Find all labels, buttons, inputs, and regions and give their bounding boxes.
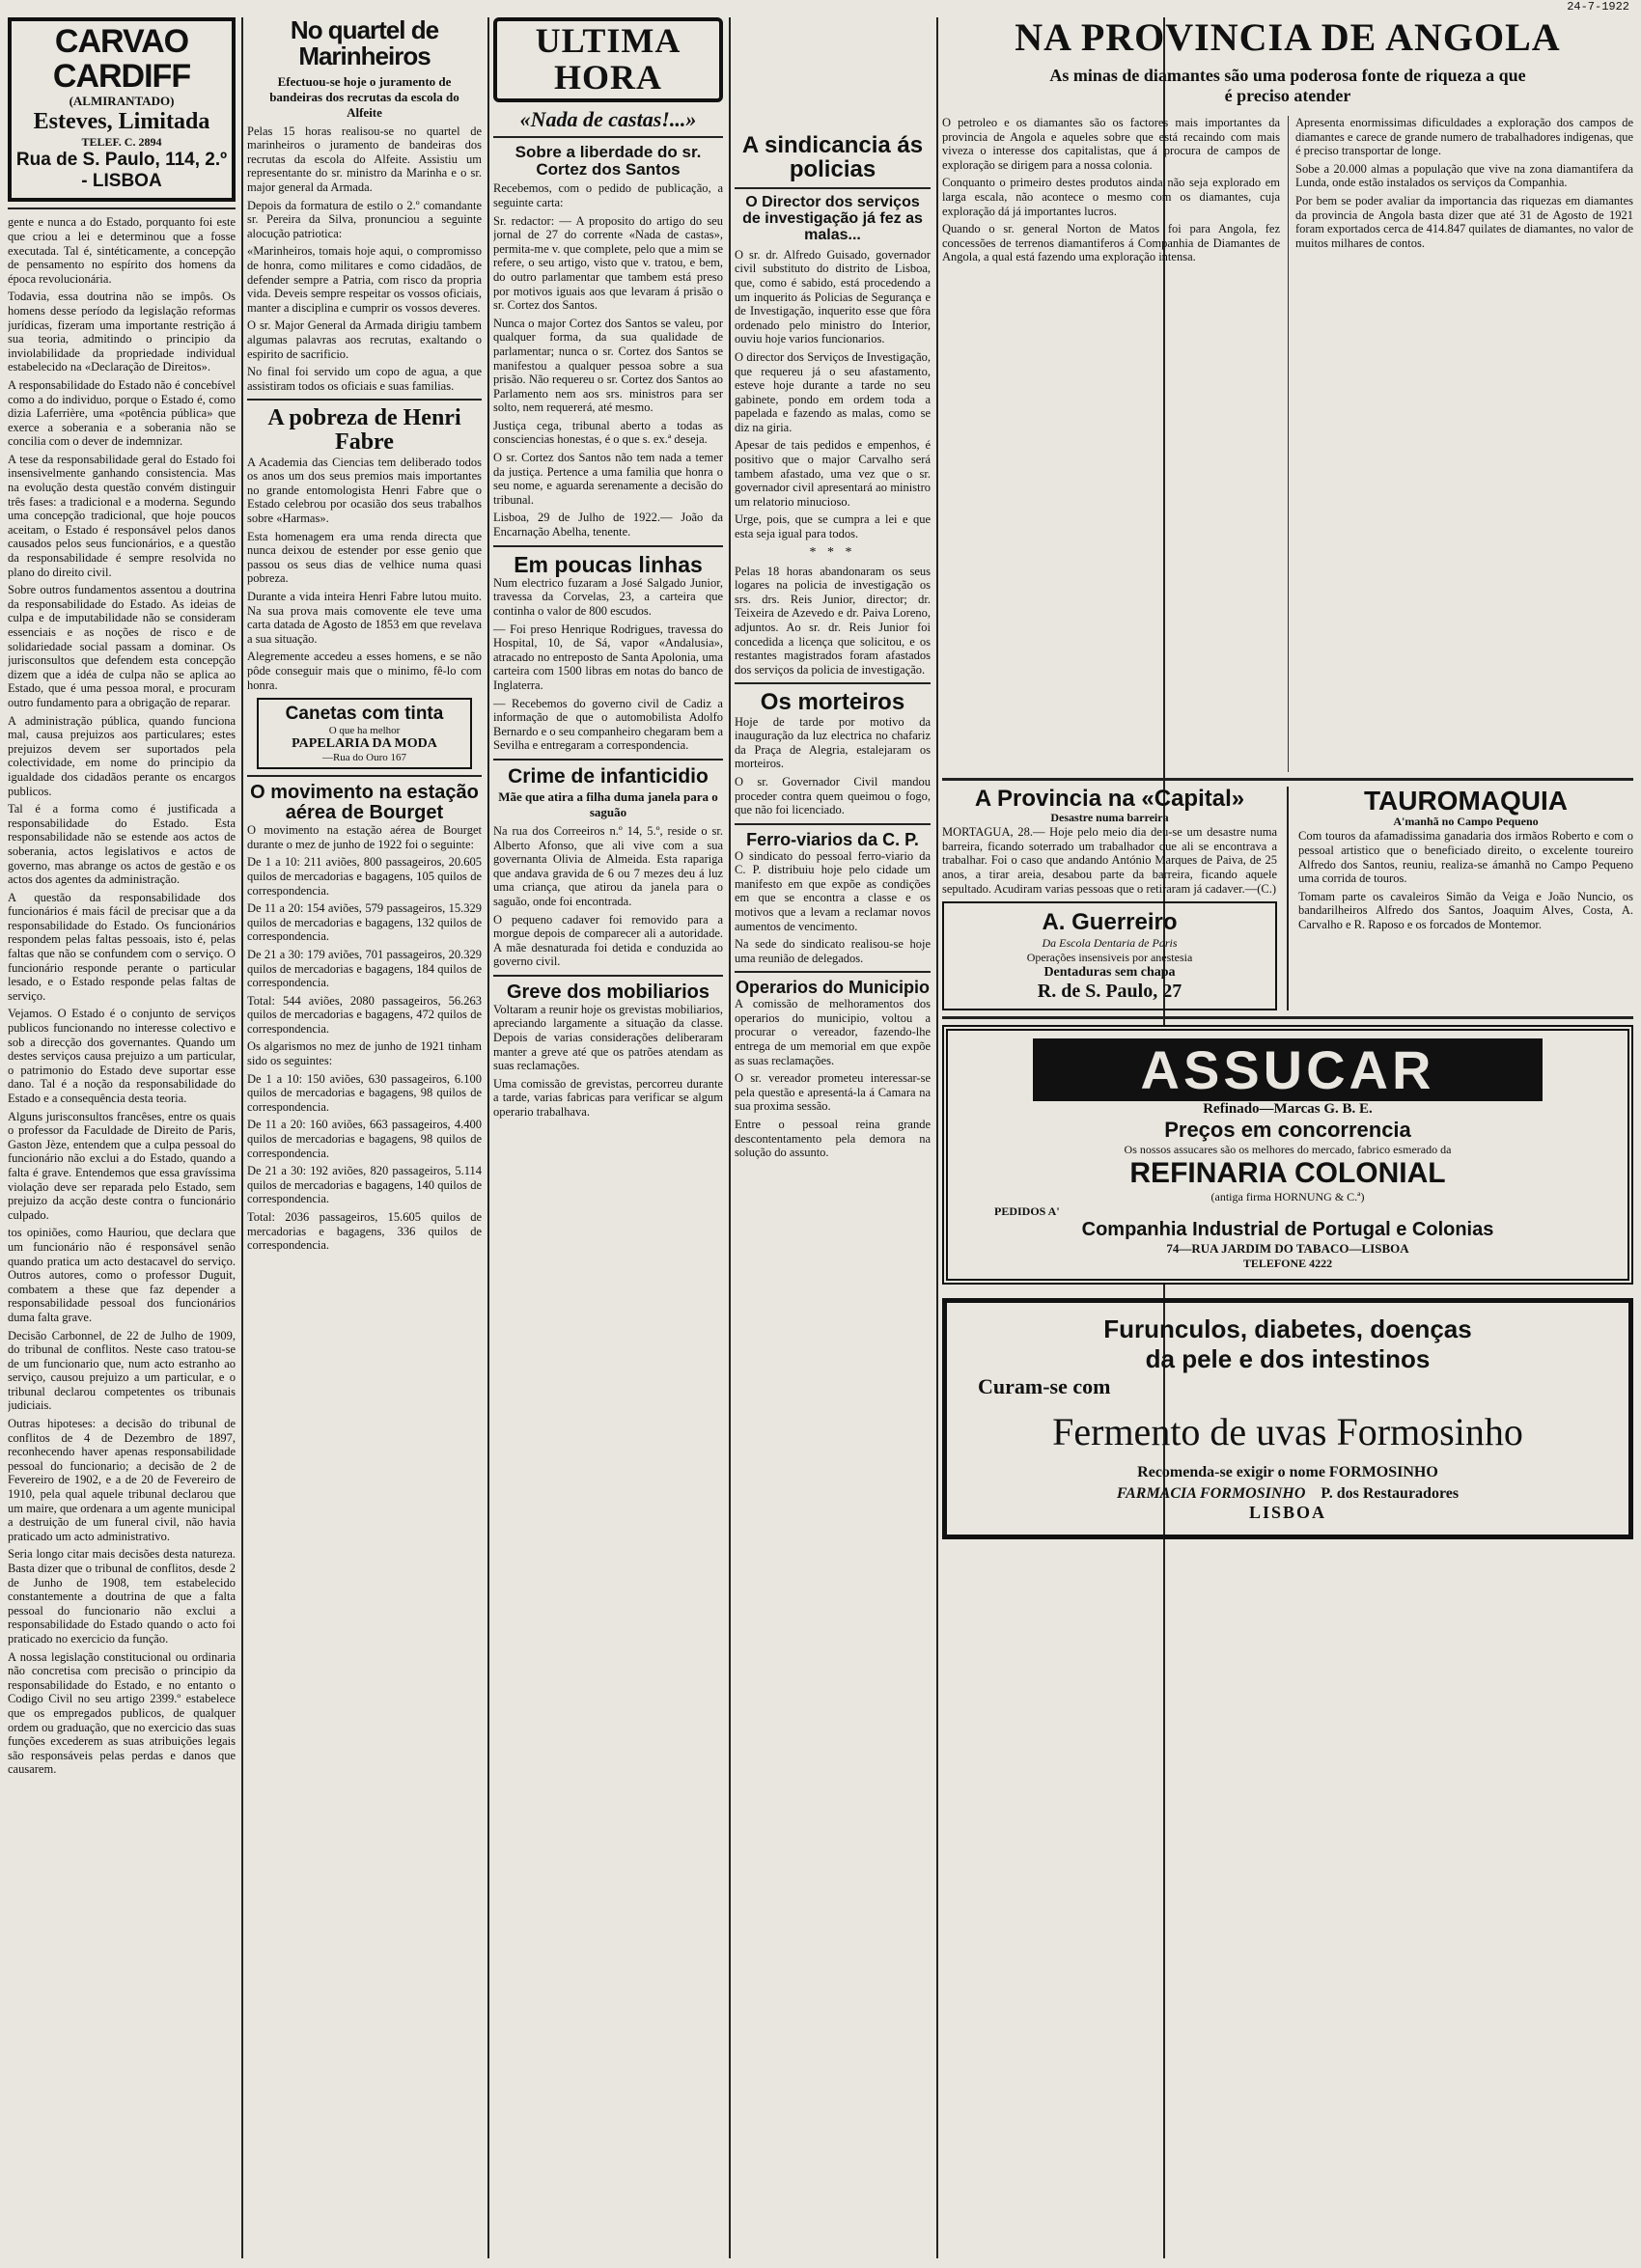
fermento-product: Fermento de uvas Formosinho	[1052, 1410, 1523, 1454]
subhead-cortez: Sobre a liberdade do sr. Cortez dos Santos	[515, 142, 702, 179]
paragraph: O sr. Cortez dos Santos não tem nada a temer da justiça. Pertence a uma familia que honra o seu nome, e aguarda serenamente a decisão do tribunal.	[493, 451, 723, 507]
pens-ad	[257, 698, 472, 769]
paragraph: Na rua dos Correeiros n.º 14, 5.º, reside o sr. Alberto Afonso, que ali vive com a sua governanta Olivia de Almeida. Esta rapariga que andava gravida de 6 ou 7 mezes deu á luz uma criança, que atirou da janela para o saguão, onde foi encontrada.	[493, 823, 723, 908]
headline-ferro-viarios: Ferro-viarios da C. P.	[746, 829, 919, 849]
paragraph: O sr. vereador prometeu interessar-se pela questão e apresentá-la á Camara na sua proxima sessão.	[735, 1071, 931, 1114]
paragraph: De 1 a 10: 150 aviões, 630 passageiros, 6.100 quilos de mercadorias e bagagens, 98 quilos de correspondencia.	[247, 1071, 482, 1114]
headline-morteiros: Os morteiros	[760, 689, 905, 716]
headline-provincia: A Provincia na «Capital»	[974, 786, 1245, 812]
sugar-ad-company: Companhia Industrial de Portugal e Colonias	[1081, 1219, 1494, 1241]
provincia-section	[942, 787, 1277, 1010]
fermento-line1: Furunculos, diabetes, doenças	[1103, 1314, 1472, 1344]
dentist-text: Operações insensiveis por anestesia	[1026, 951, 1193, 965]
paragraph: Tomam parte os cavaleiros Simão da Veiga e João Nuncio, os bandarilheiros Alfredo dos Santos, Joaquim Alves, Costa, A. Carvalho e R. Raposo e os forcados de Montemor.	[1298, 889, 1633, 931]
paragraph: Total: 544 aviões, 2080 passageiros, 56.263 quilos de mercadorias e bagagens, 472 quilos de correspondencia.	[247, 993, 482, 1036]
paragraph: A Academia das Ciencias tem deliberado todos os anos um dos seus premios mais importantes no grande entomologista Henri Fabre que o Estado celebrou por ocasião dos seus trabalhos sobre «Harmas».	[247, 455, 482, 526]
sugar-ad-brand-sub: (antiga firma HORNUNG & C.ª)	[1210, 1190, 1365, 1204]
article-provincia	[942, 825, 1277, 896]
paragraph: «Marinheiros, tomais hoje aqui, o compromisso de honra, como militares e como cidadãos, de defender sempre a Patria, com risco da propria vida. Deveis sempre respeitar os vossos oficiais, manter a disciplina e cumprir os vossos deveres.	[247, 244, 482, 315]
article-henri-fabre	[247, 456, 482, 693]
provincia-tauromaquia-row	[942, 787, 1633, 1010]
paragraph: Apresenta enormissimas dificuldades a exploração dos campos de diamantes e carece de grande numero de trabalhadores indigenas, que é preciso transportar de longe.	[1295, 116, 1633, 158]
paragraph: Vejamos. O Estado é o conjunto de serviços publicos funcionando no interesse colectivo e sob a direcção dos governantes. Quando um destes serviços causa prejuizo a um particular, o patrimonio do Estado deve suportar esse dano. Tal é a noção da responsabilidade do Estado e a consequência desta teoria.	[8, 1007, 236, 1105]
sugar-ad-brand: REFINARIA COLONIAL	[1129, 1157, 1446, 1190]
dentist-label: Dentaduras sem chapa	[1043, 965, 1176, 981]
sugar-ad-orders: PEDIDOS A'	[994, 1204, 1060, 1219]
paragraph: Justiça cega, tribunal aberto a todas as consciencias honestas, é o que s. ex.ª deseja.	[493, 418, 723, 447]
fermento-ad	[942, 1298, 1633, 1539]
article-marinheiros	[247, 124, 482, 394]
fermento-address: P. dos Restauradores	[1321, 1485, 1460, 1503]
headline-poucas-linhas: Em poucas linhas	[514, 551, 703, 577]
article-state-responsibility	[8, 215, 236, 1777]
paragraph: De 1 a 10: 211 aviões, 800 passageiros, 20.605 quilos de mercadorias e bagagens, 105 quilos de correspondencia.	[247, 855, 482, 898]
article-investigacao	[735, 565, 931, 678]
paragraph: Uma comissão de grevistas, percorreu durante a tarde, varias fabricas para verificar se algum operario trabalhava.	[493, 1076, 723, 1120]
cardiff-coal-ad	[8, 17, 236, 202]
paragraph: Urge, pois, que se cumpra a lei e que esta seja igual para todos.	[735, 512, 931, 541]
dentist-address: R. de S. Paulo, 27	[1037, 981, 1182, 1003]
article-sindicancia	[735, 248, 931, 541]
paragraph: O sr. dr. Alfredo Guisado, governador civil substituto do distrito de Lisboa, que, como é sabido, está procedendo a um inquerito ás Policias de Segurança e de Investigação, inquerito esse que fôra ordenado pelo ministro do Interior, ouviu hoje varios funcionarios.	[735, 247, 931, 346]
paragraph: O pequeno cadaver foi removido para a morgue depois de comparecer ali a autoridade. A mãe desnaturada foi detida e conduzida ao governo civil.	[493, 912, 723, 969]
pens-ad-store: PAPELARIA DA MODA	[292, 736, 437, 752]
dentist-name: A. Guerreiro	[1042, 909, 1178, 936]
fermento-line4: Recomenda-se exigir o nome FORMOSINHO	[1137, 1464, 1438, 1481]
paragraph: Durante a vida inteira Henri Fabre lutou muito. Na sua prova mais comovente ele teve uma carta datada de Agosto de 1853 em que revelava a sua situação.	[247, 590, 482, 646]
paragraph: A questão da responsabilidade dos funcionários é mais fácil de precisar que a da responsabilidade do Estado. Os funcionários respondem pelas faltas pessoais, isto é, pelas faltas que não se confundem com o serviço. O funcionário responde perante o particular lesado, e o Estado responde pelas faltas de serviço.	[8, 890, 236, 1003]
paragraph: Quando o sr. general Norton de Matos foi para Angola, fez concessões de terrenos diamantiferos á Companhia de Diamantes de Angola, a qual está fazendo uma exploração intensa.	[942, 222, 1280, 264]
article-mobiliarios	[493, 1003, 723, 1120]
column-rule	[729, 17, 731, 2258]
masthead-title: ULTIMA HORA	[535, 21, 681, 97]
fermento-line3: Curam-se com	[978, 1374, 1111, 1399]
paragraph: Alegremente accedeu a esses homens, e se não pôde conseguir mais que o minimo, fê-lo com honra.	[247, 650, 482, 692]
sugar-ad-line1: Refinado—Marcas G. B. E.	[1203, 1101, 1373, 1118]
paragraph: De 21 a 30: 179 aviões, 701 passageiros, 20.329 quilos de mercadorias e bagagens, 184 quilos de correspondencia.	[247, 947, 482, 990]
paragraph: Pelas 15 horas realisou-se no quartel de marinheiros o juramento de bandeiras dos recrutas da escola do Alfeite. Assistiu um representante do sr. ministro da Marinha e o sr. major general da Armada.	[247, 124, 482, 194]
headline-infanticidio: Crime de infanticidio	[508, 764, 709, 788]
article-angola	[942, 116, 1633, 772]
headline-tauromaquia: TAUROMAQUIA	[1363, 786, 1568, 816]
headline-mobiliarios: Greve dos mobiliarios	[506, 981, 710, 1003]
ad-subtitle: (ALMIRANTADO)	[69, 94, 175, 109]
date-stamp: 24-7-1922	[1567, 0, 1629, 14]
tauromaquia-section	[1298, 787, 1633, 1010]
subhead-provincia: Desastre numa barreira	[1050, 811, 1169, 825]
paragraph: A administração pública, quando funciona mal, causa prejuizos aos particulares; estes prejuizos devem ser suportados pela colectividade, em nome do principio da igualdade dos cidadãos perante os encargos publicos.	[8, 713, 236, 798]
headline-sindicancia: A sindicancia ás policias	[741, 132, 924, 183]
headline-castas: «Nada de castas!...»	[519, 106, 697, 131]
fermento-line2: da pele e dos intestinos	[1145, 1344, 1431, 1374]
article-tauromaquia	[1298, 829, 1633, 931]
paragraph: O petroleo e os diamantes são os factores mais importantes da provincia de Angola e aqueles sobre que está recaindo com mais viveza o interesse dos capitalistas, que á procura de campos de exploração se dirigem para a nossa colonia.	[942, 116, 1280, 172]
paragraph: Recebemos, com o pedido de publicação, a seguinte carta:	[493, 181, 723, 209]
masthead-ultima-hora	[493, 17, 723, 102]
paragraph: Outras hipoteses: a decisão do tribunal de conflitos de 4 de Dezembro de 1897, reconhecendo haver apenas responsabilidade pessoal do funcionario; a decisão de 2 de Fevereiro de 1902, e a de 20 de Fevereiro de 1910, pela qual aquele tribunal declarou que um maire, que ordenara a um agente municipal a destruição de um funeral civil, não havia praticado um acto administrativo.	[8, 1417, 236, 1543]
paragraph: Sobe a 20.000 almas a população que vive na zona diamantifera da Lunda, onde estão instalados os serviços da Companhia.	[1295, 161, 1633, 190]
paragraph: A comissão de melhoramentos dos operarios do municipio, voltou a procurar o vereador, fazendo-lhe entrega de um memorial em que expõe as suas reclamações.	[735, 997, 931, 1067]
paragraph: De 21 a 30: 192 aviões, 820 passageiros, 5.114 quilos de mercadorias e bagagens, 140 quilos de correspondencia.	[247, 1164, 482, 1206]
paragraph: Esta homenagem era uma renda directa que nunca deixou de estender por esse genio que passou os seus dias de velhice numa quasi pobreza.	[247, 529, 482, 586]
paragraph: Decisão Carbonnel, de 22 de Julho de 1909, do tribunal de conflitos. Neste caso tratou-se de um funcionario que, num acto estranho ao serviço, causou prejuizo a um particular, e o tribunal declarou competentes os tribunais judiciais.	[8, 1328, 236, 1413]
headline-angola: NA PROVINCIA DE ANGOLA	[1015, 17, 1561, 59]
column-1	[8, 17, 236, 2256]
ad-title: CARVAO CARDIFF	[52, 23, 191, 95]
paragraph: Conquanto o primeiro destes produtos ainda não seja explorado em larga escala, não acontece o mesmo com os diamantes, cuja exploração dá já importantes lucros.	[942, 176, 1280, 218]
subhead-sindicancia: O Director dos serviços de investigação já fez as malas...	[742, 194, 923, 243]
pens-ad-title: Canetas com tinta	[285, 704, 444, 725]
paragraph: Voltaram a reunir hoje os grevistas mobiliarios, apreciando largamente a situação da classe. Depois de varias considerações deliberaram manter a greve até que os patrões atendam as suas reclamações.	[493, 1002, 723, 1073]
subhead-marinheiros: Efectuou-se hoje o juramento de bandeiras dos recrutas da escola do Alfeite	[269, 73, 459, 120]
paragraph: Lisboa, 29 de Julho de 1922.— João da Encarnação Abelha, tenente.	[493, 511, 723, 539]
headline-henri-fabre: A pobreza de Henri Fabre	[267, 405, 461, 456]
column-rule	[487, 17, 489, 2258]
paragraph: tos opiniões, como Hauriou, que declara que um funcionário não é responsável senão quando pratica um acto destacavel do serviço. Outros autores, como o professor Duguit, combatem a these que faz depender a responsabilidade pessoal dos funcionários duma falta grave.	[8, 1226, 236, 1324]
paragraph: gente e nunca a do Estado, porquanto foi este que criou a lei e determinou que a fosse executada. Tal é, sintéticamente, a concepção de pensamento no espírito dos homens da época revolucionária.	[8, 215, 236, 286]
paragraph: A tese da responsabilidade geral do Estado foi insensivelmente ganhando consistencia. Mas na evolução desta questão convém distinguir três fases: a tradicional e a moderna. Segundo uma concepção tradicional, que hoje poucos aceitam, o Estado é responsável pelos danos causados pelos seus funcionários, e a questão da responsabilidade é sempre resolvida no plano do direito civil.	[8, 452, 236, 579]
paragraph: A nossa legislação constitucional ou ordinaria não concretisa com precisão o principio da responsabilidade do Estado, e no entanto o Codigo Civil no seu artigo 2399.º estabelece que os empregados publicos, de qualquer ordem ou graduação, que no exercicio das suas funções excederem as suas atribuições legais são responsáveis pelas perdas e danos que causarem.	[8, 1649, 236, 1777]
column-4	[735, 17, 931, 2256]
paragraph: Depois da formatura de estilo o 2.º comandante sr. Pereira da Silva, pronunciou a seguinte alocução patriotica:	[247, 198, 482, 240]
paragraph: Os algarismos no mez de junho de 1921 tinham sido os seguintes:	[247, 1039, 482, 1068]
fermento-pharmacy: FARMACIA FORMOSINHO	[1116, 1485, 1306, 1503]
paragraph: Num electrico fuzaram a José Salgado Junior, travessa da Corvelas, 23, a carteira que continha o valor de 800 escudos.	[493, 575, 723, 618]
headline-bourget: O movimento na estação aérea de Bourget	[250, 782, 479, 824]
separator: * * *	[809, 544, 856, 560]
paragraph: O director dos Serviços de Investigação, que requereu já o seu afastamento, esteve hoje durante a tarde no seu gabinete, pondo em ordem toda a papelada e fazendo as malas, como se diz na giria.	[735, 349, 931, 434]
article-operarios	[735, 997, 931, 1160]
subhead-tauromaquia: A'manhã no Campo Pequeno	[1393, 815, 1539, 829]
headline-marinheiros: No quartel de Marinheiros	[290, 17, 439, 71]
dentist-ad	[942, 901, 1277, 1010]
pens-ad-sub: O que ha melhor	[328, 725, 401, 737]
sugar-ad-line2: Preços em concorrencia	[1164, 1118, 1411, 1143]
sugar-ad	[942, 1025, 1633, 1285]
paragraph: Entre o pessoal reina grande descontentamento pela demora na solução do assunto.	[735, 1118, 931, 1160]
article-cortez	[493, 181, 723, 539]
fermento-pharmacy-row	[959, 1485, 1617, 1503]
paragraph: De 11 a 20: 154 aviões, 579 passageiros, 15.329 quilos de mercadorias e bagagens, 132 quilos de correspondencia.	[247, 901, 482, 944]
ad-address: Rua de S. Paulo, 114, 2.º - LISBOA	[15, 150, 228, 192]
dentist-school: Da Escola Dentaria de Paris	[1042, 936, 1178, 951]
headline-operarios: Operarios do Municipio	[735, 978, 930, 998]
paragraph: No final foi servido um copo de agua, a que assistiram todos os oficiais e suas familias.	[247, 365, 482, 393]
subhead-angola: As minas de diamantes são uma poderosa fonte de riqueza a que é preciso atender	[1049, 66, 1526, 105]
sugar-ad-phone: TELEFONE 4222	[1242, 1257, 1333, 1271]
column-rule	[936, 17, 938, 2258]
paragraph: Alguns jurisconsultos francêses, entre os quais o professor da Faculdade de Direito de Paris, Gaston Jèze, entendem que a culpa pessoal do funcionário não exclui a do Estado, quando a falta é grave. Entendemos que essa gravíssima violação deve ser reparada pelo Estado, sem prejuizo da acção deste contra o funcionário culpado.	[8, 1109, 236, 1222]
column-rule	[241, 17, 243, 2258]
paragraph: Nunca o major Cortez dos Santos se valeu, por qualquer forma, da sua qualidade de parlamentar; nunca o sr. Cortez dos Santos se manifestou a qualquer pessoa sobre a sua prisão. Não requereu o sr. Cortez dos Santos ao Parlamento nem aos srs. ministros para ser solto, nem requererá, até mesmo.	[493, 316, 723, 415]
article-infanticidio	[493, 824, 723, 969]
paragraph: O sindicato do pessoal ferro-viario da C. P. distribuiu hoje pelo cidade um manifesto em que expõe as condições em que se encontra a classe e os motivos que a levam a reclamar novos aumentos de vencimento.	[735, 848, 931, 933]
article-morteiros	[735, 715, 931, 817]
paragraph: — Foi preso Henrique Rodrigues, travessa do Hospital, 10, de Sá, vapor «Andalusia», atracado no entreposto de Santa Apolonia, uma carteira com 1500 libras em notas do banco de Inglaterra.	[493, 622, 723, 692]
paragraph: Hoje de tarde por motivo da inauguração da luz electrica no chafariz da Praça de Alegria, estalejaram os morteiros.	[735, 714, 931, 771]
paragraph: Tal é a forma como é justificada a responsabilidade do Estado. Esta responsabilidade não se estende aos actos de soberania, actos legislativos e actos de governo, mas abrange os actos de gestão e os actos dos agentes da administração.	[8, 802, 236, 887]
ad-phone: TELEF. C. 2894	[81, 135, 162, 150]
paragraph: Apesar de tais pedidos e empenhos, é positivo que o major Carvalho será tambem afastado, uma vez que o sr. governador civil apresentará ao ministro um relatorio minucioso.	[735, 438, 931, 509]
paragraph: Por bem se poder avaliar da importancia das riquezas em diamantes da provincia de Angola basta dizer que até 31 de Agosto de 1921 foram exportados cerca de 414.847 quilates de diamantes, no valor de muitos milhares de contos.	[1295, 193, 1633, 250]
paragraph: Pelas 18 horas abandonaram os seus logares na policia de investigação os srs. drs. Reis Junior, director; dr. Teixeira de Azevedo e dr. Paiva Loreno, adjuntos. Ao sr. dr. Reis Junior foi concedida a licença que solicitou, e os restantes magistrados foram afastados dos serviços da policia de investigação.	[735, 564, 931, 677]
sugar-ad-title: ASSUCAR	[1033, 1038, 1543, 1101]
ad-company: Esteves, Limitada	[33, 109, 210, 135]
paragraph: A responsabilidade do Estado não é concebível como a do individuo, porque o Estado é, como dizia Laferrière, uma «potência pública» que exerce a soberania e a soberania não se concilia com o dever de indemnizar.	[8, 377, 236, 449]
paragraph: MORTAGUA, 28.— Hoje pelo meio dia deu-se um desastre numa barreira, ficando soterrado um trabalhador que ali se encontrava a trabalhar. Foi o caso que andando António Marques de Paiva, de 25 anos, a tirar areia, desabou parte da barreira, ficando aquele sepultado. Acudiram varias pessoas que o retiraram já cadaver.—(C.)	[942, 825, 1277, 896]
paragraph: Seria longo citar mais decisões desta natureza. Basta dizer que o tribunal de conflitos, desde 2 de Junho de 1908, tem estabelecido constantemente a doutrina de que a falta pessoal do funcionario não exclui a responsabilidade do Estado quando o acto foi praticado no exercicio da função.	[8, 1547, 236, 1646]
article-ferro-viarios	[735, 849, 931, 966]
paragraph: O movimento na estação aérea de Bourget durante o mez de junho de 1922 foi o seguinte:	[247, 823, 482, 851]
sugar-ad-line3: Os nossos assucares são os melhores do mercado, fabrico esmerado da	[1124, 1143, 1452, 1157]
paragraph: — Recebemos do governo civil de Cadiz a informação de que o automobilista Adolfo Bernardo e o seu companheiro chegaram bem a Sevilha e entregaram a correspondencia.	[493, 696, 723, 753]
paragraph: Com touros da afamadissima ganadaria dos irmãos Roberto e com o pessoal artistico que o beneficiado direito, o excelente toureiro Alfredo dos Santos, reuniu, realiza-se ámanhã no Campo Pequeno uma corrida de touros.	[1298, 829, 1633, 886]
column-2	[247, 17, 482, 2256]
paragraph: De 11 a 20: 160 aviões, 663 passageiros, 4.400 quilos de mercadorias e bagagens, 98 quilos de correspondencia.	[247, 1118, 482, 1160]
paragraph: O sr. Major General da Armada dirigiu tambem algumas palavras aos recrutas, exaltando o espirito de sacrificio.	[247, 318, 482, 361]
paragraph: O sr. Governador Civil mandou proceder contra quem queimou o fogo, que não foi licenciado.	[735, 774, 931, 817]
subhead-infanticidio: Mãe que atira a filha duma janela para o saguão	[498, 788, 718, 819]
paragraph: Sobre outros fundamentos assentou a doutrina da responsabilidade do Estado. As ideias de culpa e de imputabilidade não se consideram essenciais e as noções de risco e de solidariedade social passam a dominar. Os jurisconsultos que defendem esta concepção dizem que a idéa de culpa não se aplica ao Estado, que é uma pessoa moral, e procuram outro fundamento para a obrigação de reparar.	[8, 583, 236, 709]
article-poucas-linhas	[493, 576, 723, 753]
column-3	[493, 17, 723, 2256]
pens-ad-address: —Rua do Ouro 167	[321, 752, 407, 764]
paragraph: Todavia, essa doutrina não se impôs. Os homens desse período da legislação reformas jurídicas, fizeram uma importante restrição á sua teoria, admitindo o principio da inviolabilidade da propriedade individual estabelecido na «Declaração de Direitos».	[8, 290, 236, 374]
article-bourget	[247, 823, 482, 1253]
sugar-ad-address: 74—RUA JARDIM DO TABACO—LISBOA	[1166, 1241, 1409, 1257]
fermento-city: LISBOA	[1248, 1503, 1327, 1523]
paragraph: Na sede do sindicato realisou-se hoje uma reunião de delegados.	[735, 937, 931, 965]
paragraph: Total: 2036 passageiros, 15.605 quilos de mercadorias e bagagens, 336 quilos de correspondencia.	[247, 1210, 482, 1253]
paragraph: Sr. redactor: — A proposito do artigo do seu jornal de 27 do corrente «Nada de castas», permita-me v. que complete, pelo que a mim se refere, o seu artigo, visto que v. tratou, e bem, do outro parlamentar que tambem está preso por motivos iguais aos que levaram á prisão o sr. Cortez dos Santos.	[493, 213, 723, 313]
column-5-6	[942, 17, 1633, 2256]
